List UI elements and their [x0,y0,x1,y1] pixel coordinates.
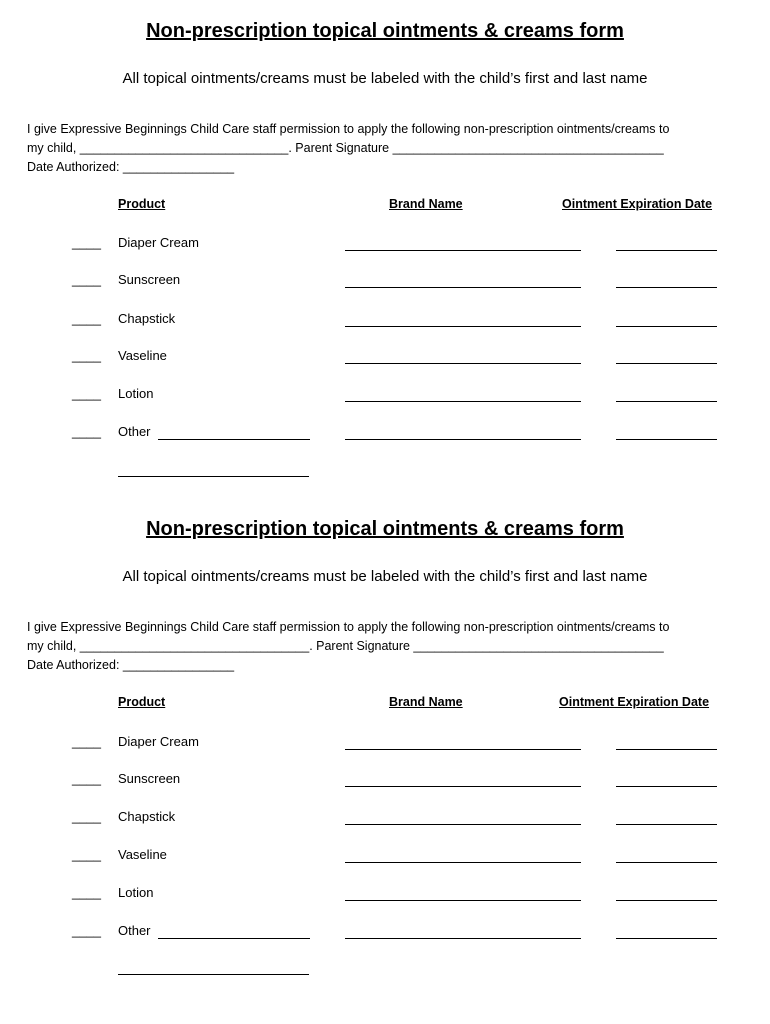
brand-name-field[interactable] [345,824,581,825]
brand-name-column-header: Brand Name [389,197,463,211]
product-label: Vaseline [118,348,167,363]
brand-name-field[interactable] [345,862,581,863]
expiration-date-field[interactable] [616,786,717,787]
permission-text-line-1: I give Expressive Beginnings Child Care staff permission to apply the following non-prescription ointments/creams to [27,122,670,136]
expiration-date-field[interactable] [616,900,717,901]
product-check-blank[interactable]: ____ [72,235,101,250]
brand-name-field[interactable] [345,439,581,440]
other-product-field[interactable] [158,938,310,939]
brand-name-field[interactable] [345,326,581,327]
date-authorized-field[interactable]: Date Authorized: ________________ [27,160,235,174]
product-label: Sunscreen [118,272,181,287]
product-column-header: Product [118,695,166,709]
form-title: Non-prescription topical ointments & creams form [146,20,624,42]
product-label: Diaper Cream [118,734,199,749]
brand-name-field[interactable] [345,401,581,402]
product-label: Lotion [118,885,154,900]
form-subtitle: All topical ointments/creams must be labeled with the child’s first and last name [122,568,648,585]
form-subtitle: All topical ointments/creams must be labeled with the child’s first and last name [122,70,648,87]
product-row-vaseline [0,847,770,869]
expiration-date-field[interactable] [616,401,717,402]
expiration-date-field[interactable] [616,250,717,251]
permission-text-line-2[interactable]: my child, ______________________________. Parent Signature _______________________________________ [27,141,664,155]
product-label: Chapstick [118,809,176,824]
permission-text-line-2[interactable]: my child, _________________________________. Parent Signature ____________________________________ [27,639,664,653]
brand-name-field[interactable] [345,938,581,939]
product-row-other [0,424,770,446]
brand-name-field[interactable] [345,250,581,251]
product-row-lotion [0,885,770,907]
product-check-blank[interactable]: ____ [72,386,101,401]
brand-name-field[interactable] [345,786,581,787]
product-check-blank[interactable]: ____ [72,923,101,938]
product-label: Chapstick [118,311,176,326]
permission-text-line-1: I give Expressive Beginnings Child Care staff permission to apply the following non-prescription ointments/creams to [27,620,670,634]
product-check-blank[interactable]: ____ [72,348,101,363]
brand-name-column-header: Brand Name [389,695,463,709]
expiration-date-column-header: Ointment Expiration Date [562,197,713,211]
expiration-date-field[interactable] [616,824,717,825]
product-check-blank[interactable]: ____ [72,809,101,824]
product-check-blank[interactable]: ____ [72,771,101,786]
other-product-field[interactable] [158,439,310,440]
expiration-date-field[interactable] [616,363,717,364]
expiration-date-field[interactable] [616,862,717,863]
product-row-diaper-cream [0,235,770,257]
product-label: Lotion [118,386,154,401]
product-row-lotion [0,386,770,408]
product-label: Vaseline [118,847,167,862]
expiration-date-field[interactable] [616,326,717,327]
product-check-blank[interactable]: ____ [72,272,101,287]
ointment-form-1 [0,0,770,500]
expiration-date-field[interactable] [616,287,717,288]
product-row-chapstick [0,809,770,831]
expiration-date-field[interactable] [616,439,717,440]
date-authorized-field[interactable]: Date Authorized: ________________ [27,658,235,672]
product-row-diaper-cream [0,734,770,756]
product-row-sunscreen [0,272,770,294]
brand-name-field[interactable] [345,749,581,750]
product-check-blank[interactable]: ____ [72,847,101,862]
ointment-form-2 [0,498,770,998]
other-product-extra-line[interactable] [118,476,309,477]
product-label: Other [118,923,151,938]
product-check-blank[interactable]: ____ [72,885,101,900]
brand-name-field[interactable] [345,900,581,901]
product-label: Other [118,424,151,439]
product-label: Sunscreen [118,771,181,786]
product-check-blank[interactable]: ____ [72,734,101,749]
product-column-header: Product [118,197,166,211]
product-label: Diaper Cream [118,235,199,250]
other-product-extra-line[interactable] [118,974,309,975]
product-row-sunscreen [0,771,770,793]
expiration-date-field[interactable] [616,938,717,939]
brand-name-field[interactable] [345,287,581,288]
brand-name-field[interactable] [345,363,581,364]
product-check-blank[interactable]: ____ [72,424,101,439]
product-row-vaseline [0,348,770,370]
form-title: Non-prescription topical ointments & creams form [146,518,624,540]
product-row-chapstick [0,311,770,333]
expiration-date-field[interactable] [616,749,717,750]
product-row-other [0,923,770,945]
expiration-date-column-header: Ointment Expiration Date [559,695,710,709]
product-check-blank[interactable]: ____ [72,311,101,326]
